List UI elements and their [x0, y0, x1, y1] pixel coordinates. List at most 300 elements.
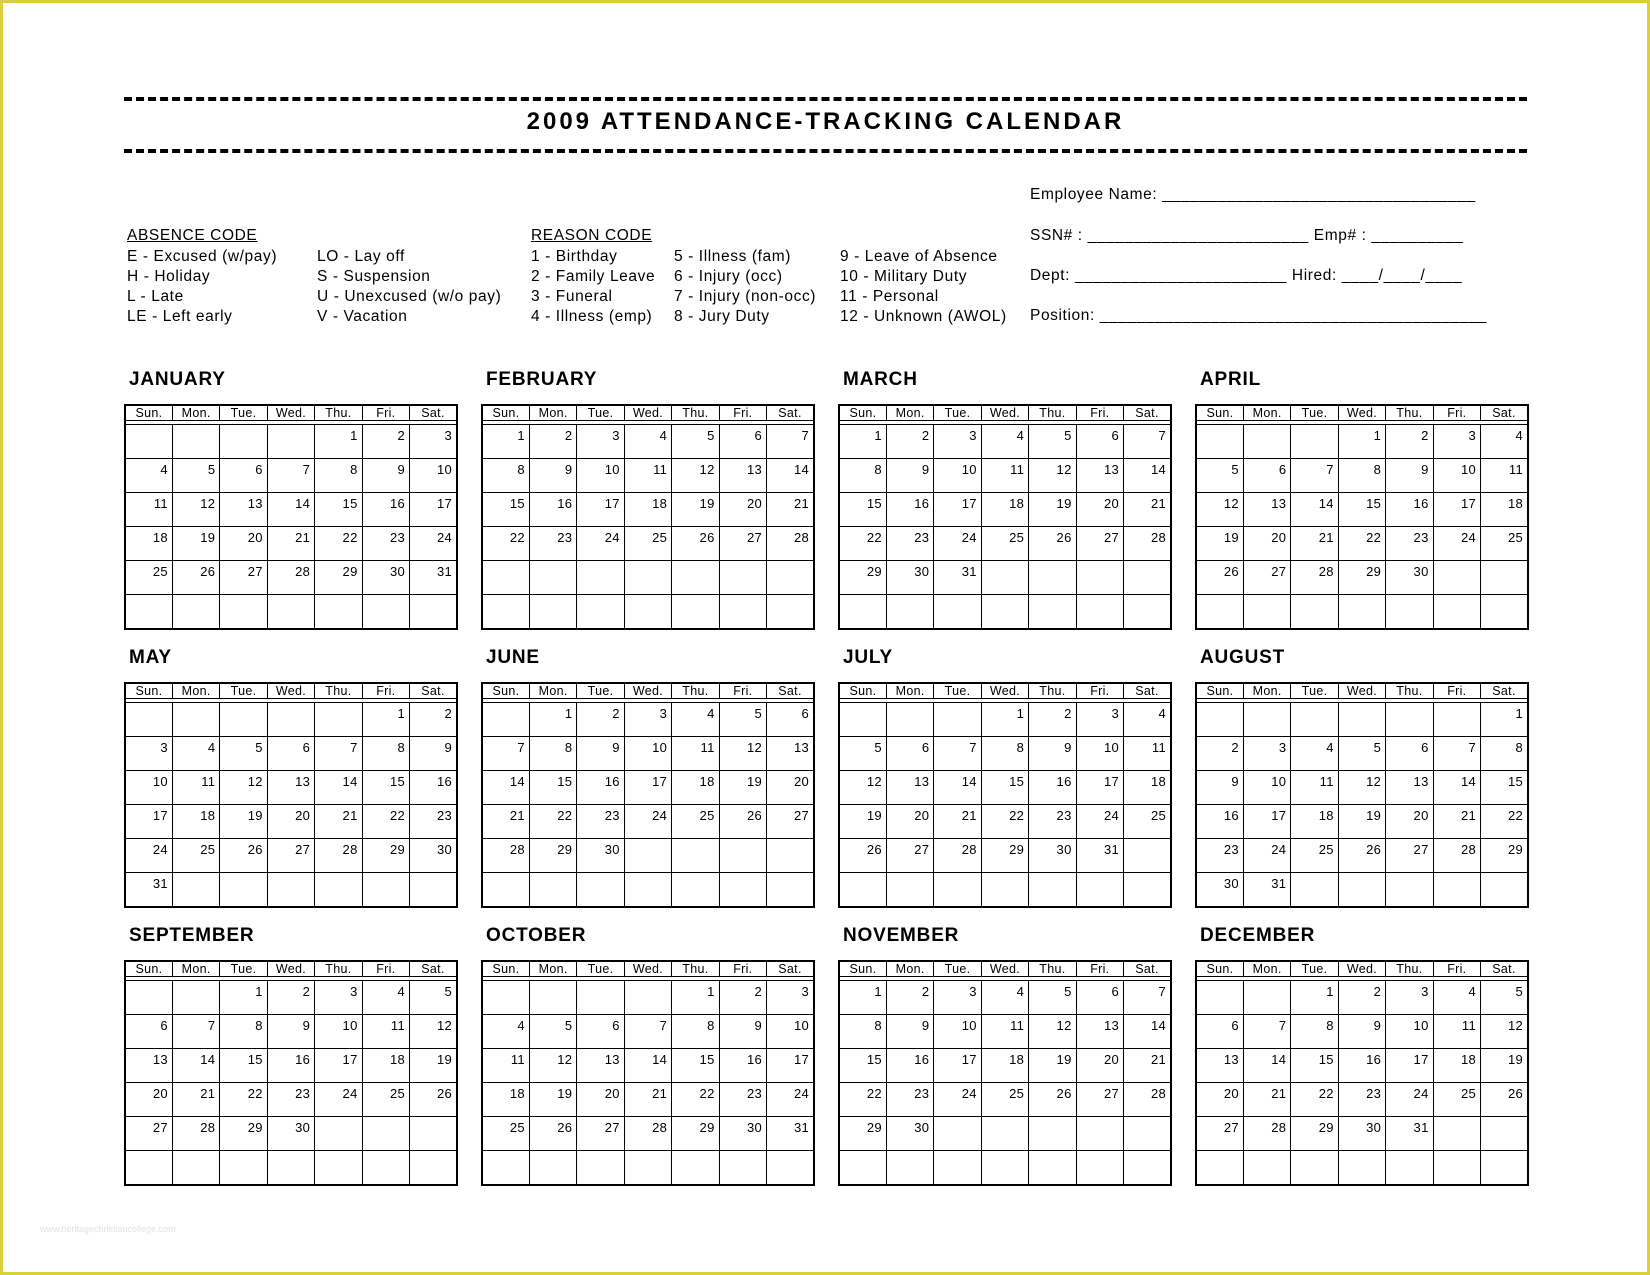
day-cell[interactable]: 18	[172, 805, 219, 839]
day-cell[interactable]	[1124, 1117, 1171, 1151]
day-cell[interactable]	[172, 425, 219, 459]
day-cell[interactable]: 28	[1291, 561, 1338, 595]
day-cell[interactable]: 24	[934, 1083, 981, 1117]
day-cell[interactable]: 15	[839, 493, 886, 527]
day-cell[interactable]: 3	[934, 425, 981, 459]
day-cell[interactable]	[267, 595, 314, 629]
day-cell[interactable]: 20	[220, 527, 267, 561]
day-cell[interactable]: 26	[1029, 527, 1076, 561]
day-cell[interactable]	[1338, 703, 1385, 737]
day-cell[interactable]: 22	[1291, 1083, 1338, 1117]
day-cell[interactable]: 20	[719, 493, 766, 527]
day-cell[interactable]: 27	[767, 805, 814, 839]
day-cell[interactable]: 28	[1124, 527, 1171, 561]
day-cell[interactable]	[267, 1151, 314, 1185]
day-cell[interactable]: 4	[125, 459, 172, 493]
day-cell[interactable]: 18	[981, 1049, 1028, 1083]
day-cell[interactable]	[719, 561, 766, 595]
day-cell[interactable]: 10	[1076, 737, 1123, 771]
day-cell[interactable]: 18	[362, 1049, 409, 1083]
day-cell[interactable]: 8	[672, 1015, 719, 1049]
day-cell[interactable]	[934, 595, 981, 629]
day-cell[interactable]: 25	[672, 805, 719, 839]
day-cell[interactable]: 27	[1243, 561, 1290, 595]
day-cell[interactable]: 15	[1481, 771, 1528, 805]
day-cell[interactable]: 24	[934, 527, 981, 561]
day-cell[interactable]: 12	[839, 771, 886, 805]
day-cell[interactable]: 23	[267, 1083, 314, 1117]
day-cell[interactable]: 22	[1481, 805, 1528, 839]
day-cell[interactable]: 3	[1433, 425, 1480, 459]
day-cell[interactable]	[767, 595, 814, 629]
day-cell[interactable]: 9	[529, 459, 576, 493]
day-cell[interactable]: 7	[267, 459, 314, 493]
day-cell[interactable]	[1386, 595, 1433, 629]
day-cell[interactable]	[934, 703, 981, 737]
day-cell[interactable]	[1029, 561, 1076, 595]
day-cell[interactable]: 5	[172, 459, 219, 493]
day-cell[interactable]: 22	[315, 527, 362, 561]
day-cell[interactable]: 11	[981, 1015, 1028, 1049]
day-cell[interactable]: 25	[362, 1083, 409, 1117]
day-cell[interactable]: 10	[1243, 771, 1290, 805]
day-cell[interactable]: 17	[934, 1049, 981, 1083]
day-cell[interactable]: 24	[1243, 839, 1290, 873]
day-cell[interactable]: 31	[1076, 839, 1123, 873]
day-cell[interactable]: 19	[839, 805, 886, 839]
day-cell[interactable]: 10	[410, 459, 457, 493]
day-cell[interactable]: 28	[482, 839, 529, 873]
day-cell[interactable]: 16	[1029, 771, 1076, 805]
day-cell[interactable]: 20	[886, 805, 933, 839]
day-cell[interactable]: 1	[839, 981, 886, 1015]
day-cell[interactable]: 2	[886, 425, 933, 459]
day-cell[interactable]: 13	[577, 1049, 624, 1083]
day-cell[interactable]: 11	[1481, 459, 1528, 493]
day-cell[interactable]	[672, 1151, 719, 1185]
day-cell[interactable]	[624, 561, 671, 595]
day-cell[interactable]: 29	[839, 1117, 886, 1151]
day-cell[interactable]	[1243, 425, 1290, 459]
day-cell[interactable]	[981, 1117, 1028, 1151]
day-cell[interactable]	[719, 839, 766, 873]
day-cell[interactable]: 5	[1029, 981, 1076, 1015]
day-cell[interactable]: 4	[672, 703, 719, 737]
day-cell[interactable]: 13	[767, 737, 814, 771]
day-cell[interactable]	[719, 1151, 766, 1185]
day-cell[interactable]: 20	[767, 771, 814, 805]
day-cell[interactable]: 3	[577, 425, 624, 459]
day-cell[interactable]: 17	[315, 1049, 362, 1083]
day-cell[interactable]: 2	[577, 703, 624, 737]
day-cell[interactable]: 14	[767, 459, 814, 493]
day-cell[interactable]: 23	[1196, 839, 1243, 873]
day-cell[interactable]: 14	[934, 771, 981, 805]
day-cell[interactable]	[1481, 1117, 1528, 1151]
day-cell[interactable]: 16	[267, 1049, 314, 1083]
day-cell[interactable]: 9	[267, 1015, 314, 1049]
day-cell[interactable]: 27	[1196, 1117, 1243, 1151]
day-cell[interactable]: 12	[1029, 459, 1076, 493]
day-cell[interactable]: 5	[1338, 737, 1385, 771]
day-cell[interactable]: 5	[719, 703, 766, 737]
day-cell[interactable]: 10	[315, 1015, 362, 1049]
day-cell[interactable]: 28	[1243, 1117, 1290, 1151]
day-cell[interactable]	[624, 873, 671, 907]
day-cell[interactable]: 23	[1386, 527, 1433, 561]
day-cell[interactable]: 4	[981, 981, 1028, 1015]
day-cell[interactable]: 9	[362, 459, 409, 493]
day-cell[interactable]: 9	[886, 1015, 933, 1049]
day-cell[interactable]: 27	[577, 1117, 624, 1151]
day-cell[interactable]: 24	[125, 839, 172, 873]
day-cell[interactable]: 4	[1433, 981, 1480, 1015]
day-cell[interactable]: 1	[1481, 703, 1528, 737]
day-cell[interactable]: 12	[719, 737, 766, 771]
day-cell[interactable]: 25	[172, 839, 219, 873]
day-cell[interactable]: 19	[672, 493, 719, 527]
day-cell[interactable]: 25	[1481, 527, 1528, 561]
day-cell[interactable]: 8	[220, 1015, 267, 1049]
day-cell[interactable]	[1338, 1151, 1385, 1185]
day-cell[interactable]: 17	[410, 493, 457, 527]
day-cell[interactable]: 31	[1386, 1117, 1433, 1151]
day-cell[interactable]: 5	[1196, 459, 1243, 493]
day-cell[interactable]	[934, 1151, 981, 1185]
day-cell[interactable]: 10	[1386, 1015, 1433, 1049]
day-cell[interactable]: 26	[172, 561, 219, 595]
day-cell[interactable]: 11	[672, 737, 719, 771]
day-cell[interactable]	[1433, 873, 1480, 907]
day-cell[interactable]: 11	[1291, 771, 1338, 805]
day-cell[interactable]: 23	[529, 527, 576, 561]
day-cell[interactable]: 24	[767, 1083, 814, 1117]
day-cell[interactable]	[1481, 561, 1528, 595]
day-cell[interactable]	[482, 595, 529, 629]
position-field[interactable]: Position: __________________________________________	[1030, 307, 1488, 324]
day-cell[interactable]: 24	[624, 805, 671, 839]
day-cell[interactable]: 24	[577, 527, 624, 561]
day-cell[interactable]	[1076, 873, 1123, 907]
day-cell[interactable]	[1386, 873, 1433, 907]
day-cell[interactable]: 26	[220, 839, 267, 873]
day-cell[interactable]	[1076, 561, 1123, 595]
day-cell[interactable]	[1196, 703, 1243, 737]
day-cell[interactable]	[1386, 703, 1433, 737]
day-cell[interactable]: 25	[1124, 805, 1171, 839]
day-cell[interactable]: 1	[220, 981, 267, 1015]
day-cell[interactable]: 11	[981, 459, 1028, 493]
day-cell[interactable]	[220, 425, 267, 459]
day-cell[interactable]	[1481, 595, 1528, 629]
day-cell[interactable]: 12	[220, 771, 267, 805]
day-cell[interactable]: 6	[1243, 459, 1290, 493]
day-cell[interactable]: 2	[1196, 737, 1243, 771]
day-cell[interactable]: 20	[1076, 493, 1123, 527]
day-cell[interactable]	[315, 1151, 362, 1185]
day-cell[interactable]: 17	[1433, 493, 1480, 527]
day-cell[interactable]: 7	[315, 737, 362, 771]
day-cell[interactable]	[1124, 873, 1171, 907]
day-cell[interactable]: 29	[220, 1117, 267, 1151]
day-cell[interactable]: 16	[719, 1049, 766, 1083]
day-cell[interactable]: 14	[1433, 771, 1480, 805]
day-cell[interactable]: 27	[1386, 839, 1433, 873]
day-cell[interactable]: 14	[267, 493, 314, 527]
day-cell[interactable]: 6	[886, 737, 933, 771]
day-cell[interactable]: 21	[172, 1083, 219, 1117]
day-cell[interactable]: 20	[125, 1083, 172, 1117]
day-cell[interactable]: 19	[172, 527, 219, 561]
day-cell[interactable]: 16	[410, 771, 457, 805]
day-cell[interactable]: 23	[1029, 805, 1076, 839]
day-cell[interactable]: 15	[482, 493, 529, 527]
day-cell[interactable]	[1291, 873, 1338, 907]
day-cell[interactable]: 25	[981, 1083, 1028, 1117]
day-cell[interactable]: 5	[220, 737, 267, 771]
day-cell[interactable]	[1243, 1151, 1290, 1185]
day-cell[interactable]: 23	[886, 527, 933, 561]
day-cell[interactable]: 15	[362, 771, 409, 805]
day-cell[interactable]: 18	[1433, 1049, 1480, 1083]
day-cell[interactable]: 16	[577, 771, 624, 805]
day-cell[interactable]: 25	[624, 527, 671, 561]
day-cell[interactable]: 25	[1433, 1083, 1480, 1117]
day-cell[interactable]: 17	[1243, 805, 1290, 839]
day-cell[interactable]	[1196, 1151, 1243, 1185]
day-cell[interactable]: 31	[934, 561, 981, 595]
day-cell[interactable]: 9	[1338, 1015, 1385, 1049]
ssn-empno-field[interactable]: SSN# : ________________________ Emp# : __________	[1030, 227, 1464, 244]
day-cell[interactable]: 9	[1029, 737, 1076, 771]
day-cell[interactable]: 19	[1196, 527, 1243, 561]
employee-name-field[interactable]: Employee Name: __________________________________	[1030, 186, 1476, 203]
day-cell[interactable]	[886, 595, 933, 629]
day-cell[interactable]: 4	[172, 737, 219, 771]
day-cell[interactable]: 5	[410, 981, 457, 1015]
day-cell[interactable]	[1243, 703, 1290, 737]
day-cell[interactable]: 19	[1029, 1049, 1076, 1083]
day-cell[interactable]: 10	[577, 459, 624, 493]
day-cell[interactable]: 18	[624, 493, 671, 527]
day-cell[interactable]: 30	[1338, 1117, 1385, 1151]
day-cell[interactable]: 26	[410, 1083, 457, 1117]
day-cell[interactable]: 13	[220, 493, 267, 527]
day-cell[interactable]: 21	[1124, 1049, 1171, 1083]
day-cell[interactable]	[981, 561, 1028, 595]
day-cell[interactable]	[1124, 561, 1171, 595]
day-cell[interactable]	[362, 873, 409, 907]
day-cell[interactable]	[482, 703, 529, 737]
day-cell[interactable]: 29	[1338, 561, 1385, 595]
day-cell[interactable]	[1481, 1151, 1528, 1185]
day-cell[interactable]: 30	[410, 839, 457, 873]
day-cell[interactable]: 6	[1196, 1015, 1243, 1049]
day-cell[interactable]: 15	[315, 493, 362, 527]
day-cell[interactable]	[482, 981, 529, 1015]
day-cell[interactable]: 11	[482, 1049, 529, 1083]
day-cell[interactable]: 28	[767, 527, 814, 561]
day-cell[interactable]: 12	[172, 493, 219, 527]
day-cell[interactable]: 2	[719, 981, 766, 1015]
dept-hired-field[interactable]: Dept: _______________________ Hired: ____/____/____	[1030, 267, 1463, 284]
day-cell[interactable]: 15	[1291, 1049, 1338, 1083]
day-cell[interactable]: 9	[577, 737, 624, 771]
day-cell[interactable]	[672, 839, 719, 873]
day-cell[interactable]	[1291, 703, 1338, 737]
day-cell[interactable]: 3	[624, 703, 671, 737]
day-cell[interactable]: 12	[529, 1049, 576, 1083]
day-cell[interactable]: 26	[1481, 1083, 1528, 1117]
day-cell[interactable]: 15	[529, 771, 576, 805]
day-cell[interactable]: 16	[362, 493, 409, 527]
day-cell[interactable]: 30	[362, 561, 409, 595]
day-cell[interactable]	[529, 561, 576, 595]
day-cell[interactable]: 16	[529, 493, 576, 527]
day-cell[interactable]	[1029, 595, 1076, 629]
day-cell[interactable]: 9	[410, 737, 457, 771]
day-cell[interactable]	[172, 873, 219, 907]
day-cell[interactable]: 22	[362, 805, 409, 839]
day-cell[interactable]: 30	[1196, 873, 1243, 907]
day-cell[interactable]: 28	[315, 839, 362, 873]
day-cell[interactable]: 23	[362, 527, 409, 561]
day-cell[interactable]: 6	[220, 459, 267, 493]
day-cell[interactable]: 10	[1433, 459, 1480, 493]
day-cell[interactable]: 17	[934, 493, 981, 527]
day-cell[interactable]: 27	[125, 1117, 172, 1151]
day-cell[interactable]: 13	[1076, 459, 1123, 493]
day-cell[interactable]: 27	[220, 561, 267, 595]
day-cell[interactable]: 11	[1124, 737, 1171, 771]
day-cell[interactable]: 5	[529, 1015, 576, 1049]
day-cell[interactable]	[719, 873, 766, 907]
day-cell[interactable]: 13	[267, 771, 314, 805]
day-cell[interactable]	[839, 873, 886, 907]
day-cell[interactable]: 23	[886, 1083, 933, 1117]
day-cell[interactable]	[767, 1151, 814, 1185]
day-cell[interactable]: 7	[1433, 737, 1480, 771]
day-cell[interactable]: 11	[125, 493, 172, 527]
day-cell[interactable]	[767, 561, 814, 595]
day-cell[interactable]: 1	[362, 703, 409, 737]
day-cell[interactable]: 15	[839, 1049, 886, 1083]
day-cell[interactable]: 21	[267, 527, 314, 561]
day-cell[interactable]: 3	[1243, 737, 1290, 771]
day-cell[interactable]: 11	[362, 1015, 409, 1049]
day-cell[interactable]: 2	[886, 981, 933, 1015]
day-cell[interactable]: 8	[362, 737, 409, 771]
day-cell[interactable]: 8	[315, 459, 362, 493]
day-cell[interactable]	[839, 703, 886, 737]
day-cell[interactable]	[410, 1117, 457, 1151]
day-cell[interactable]: 1	[839, 425, 886, 459]
day-cell[interactable]: 12	[410, 1015, 457, 1049]
day-cell[interactable]	[220, 1151, 267, 1185]
day-cell[interactable]: 22	[839, 1083, 886, 1117]
day-cell[interactable]: 28	[934, 839, 981, 873]
day-cell[interactable]: 23	[1338, 1083, 1385, 1117]
day-cell[interactable]: 8	[1338, 459, 1385, 493]
day-cell[interactable]: 18	[1124, 771, 1171, 805]
day-cell[interactable]: 7	[934, 737, 981, 771]
day-cell[interactable]: 7	[1243, 1015, 1290, 1049]
day-cell[interactable]: 14	[624, 1049, 671, 1083]
day-cell[interactable]	[125, 595, 172, 629]
day-cell[interactable]: 28	[1124, 1083, 1171, 1117]
day-cell[interactable]: 4	[981, 425, 1028, 459]
day-cell[interactable]: 10	[934, 1015, 981, 1049]
day-cell[interactable]	[220, 595, 267, 629]
day-cell[interactable]: 18	[1481, 493, 1528, 527]
day-cell[interactable]: 18	[981, 493, 1028, 527]
day-cell[interactable]: 25	[1291, 839, 1338, 873]
day-cell[interactable]: 19	[719, 771, 766, 805]
day-cell[interactable]	[934, 1117, 981, 1151]
day-cell[interactable]: 17	[1076, 771, 1123, 805]
day-cell[interactable]	[315, 703, 362, 737]
day-cell[interactable]: 12	[1481, 1015, 1528, 1049]
day-cell[interactable]: 21	[624, 1083, 671, 1117]
day-cell[interactable]: 8	[839, 459, 886, 493]
day-cell[interactable]: 8	[981, 737, 1028, 771]
day-cell[interactable]: 12	[1338, 771, 1385, 805]
day-cell[interactable]	[1124, 1151, 1171, 1185]
day-cell[interactable]	[1481, 873, 1528, 907]
day-cell[interactable]: 21	[315, 805, 362, 839]
day-cell[interactable]	[410, 873, 457, 907]
day-cell[interactable]	[1196, 595, 1243, 629]
day-cell[interactable]	[482, 873, 529, 907]
day-cell[interactable]	[624, 839, 671, 873]
day-cell[interactable]: 14	[1291, 493, 1338, 527]
day-cell[interactable]: 15	[672, 1049, 719, 1083]
day-cell[interactable]: 26	[672, 527, 719, 561]
day-cell[interactable]: 31	[410, 561, 457, 595]
day-cell[interactable]: 14	[172, 1049, 219, 1083]
day-cell[interactable]: 20	[1386, 805, 1433, 839]
day-cell[interactable]	[1386, 1151, 1433, 1185]
day-cell[interactable]: 7	[1124, 981, 1171, 1015]
day-cell[interactable]: 30	[267, 1117, 314, 1151]
day-cell[interactable]: 26	[839, 839, 886, 873]
day-cell[interactable]	[767, 839, 814, 873]
day-cell[interactable]: 18	[125, 527, 172, 561]
day-cell[interactable]: 23	[577, 805, 624, 839]
day-cell[interactable]	[1338, 873, 1385, 907]
day-cell[interactable]: 8	[482, 459, 529, 493]
day-cell[interactable]: 10	[125, 771, 172, 805]
day-cell[interactable]: 9	[719, 1015, 766, 1049]
day-cell[interactable]	[886, 703, 933, 737]
day-cell[interactable]: 3	[767, 981, 814, 1015]
day-cell[interactable]: 9	[1386, 459, 1433, 493]
day-cell[interactable]: 29	[839, 561, 886, 595]
day-cell[interactable]: 6	[719, 425, 766, 459]
day-cell[interactable]	[125, 425, 172, 459]
day-cell[interactable]	[410, 595, 457, 629]
day-cell[interactable]: 26	[1029, 1083, 1076, 1117]
day-cell[interactable]: 10	[934, 459, 981, 493]
day-cell[interactable]	[981, 595, 1028, 629]
day-cell[interactable]	[172, 703, 219, 737]
day-cell[interactable]: 8	[1291, 1015, 1338, 1049]
day-cell[interactable]	[315, 1117, 362, 1151]
day-cell[interactable]: 7	[767, 425, 814, 459]
day-cell[interactable]: 4	[1481, 425, 1528, 459]
day-cell[interactable]: 14	[1124, 459, 1171, 493]
day-cell[interactable]	[624, 981, 671, 1015]
